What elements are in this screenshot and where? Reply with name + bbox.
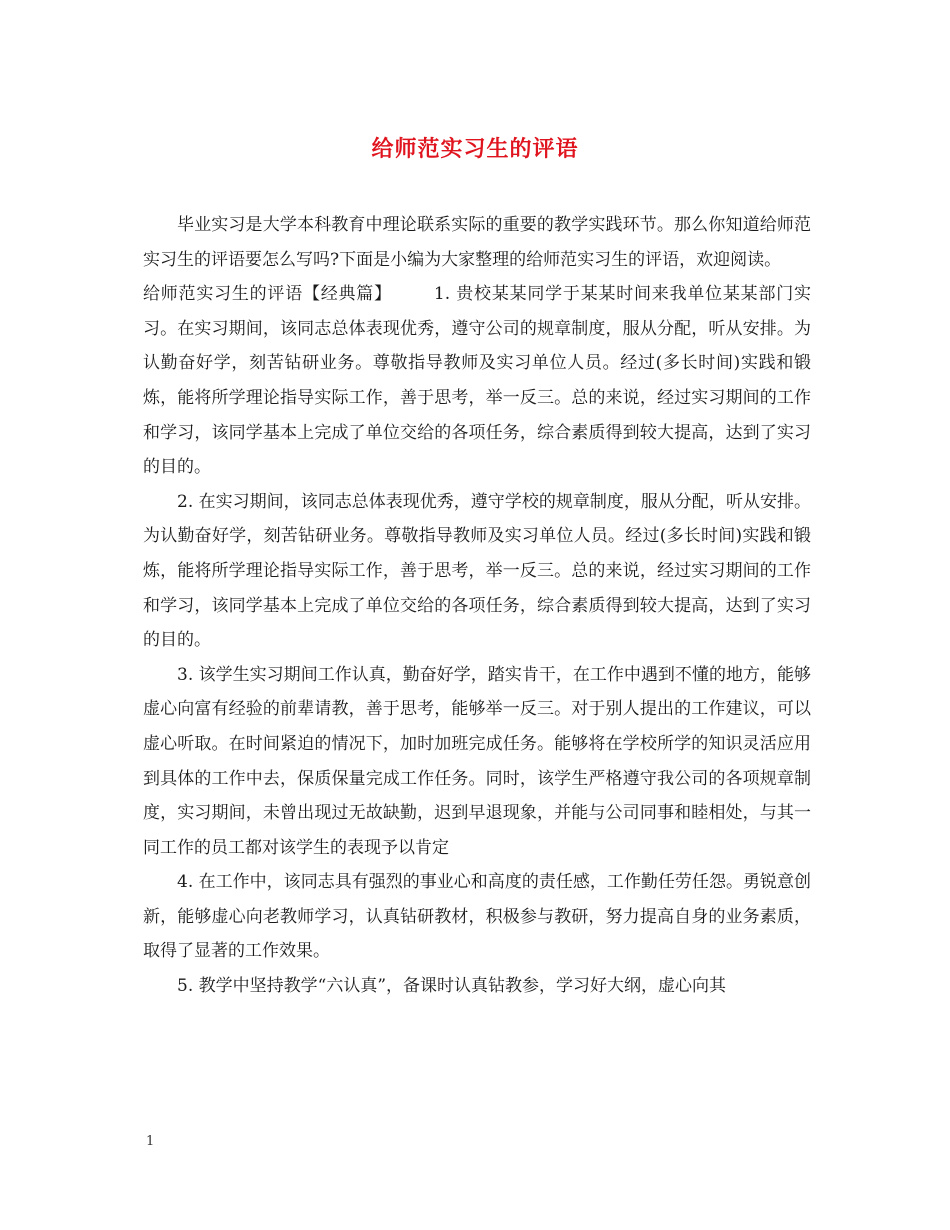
intro-paragraph: 毕业实习是大学本科教育中理论联系实际的重要的教学实践环节。那么你知道给师范实习生的评语要怎么写吗?下面是小编为大家整理的给师范实习生的评语，欢迎阅读。 — [143, 215, 811, 270]
paragraph-1: 1. 贵校某某同学于某某时间来我单位某某部门实习。在实习期间，该同志总体表现优秀，遵守公司的规章制度，服从分配，听从安排。为认勤奋好学，刻苦钻研业务。尊敬指导教师及实习单位人员。经过(多长时间)实践和锻炼，能将所学理论指导实际工作，善于思考，举一反三。总的来说，经过实习期间的工作和学习，该同学基本上完成了单位交给的各项任务，综合素质得到较大提高，达到了实习的目的。 — [143, 284, 812, 478]
document-body — [143, 208, 811, 1004]
paragraph-4: 4. 在工作中，该同志具有强烈的事业心和高度的责任感，工作勤任劳任怨。勇锐意创新，能够虚心向老教师学习，认真钻研教材，积极参与教研，努力提高自身的业务素质，取得了显著的工作效果。 — [143, 872, 811, 962]
document-title: 给师范实习生的评语 — [371, 136, 579, 162]
paragraph-3: 3. 该学生实习期间工作认真，勤奋好学，踏实肯干，在工作中遇到不懂的地方，能够虚心向富有经验的前辈请教，善于思考，能够举一反三。对于别人提出的工作建议，可以虚心听取。在时间紧迫的情况下，加时加班完成任务。能够将在学校所学的知识灵活应用到具体的工作中去，保质保量完成工作任务。同时，该学生严格遵守我公司的各项规章制度，实习期间，未曾出现过无故缺勤，迟到早退现象，并能与公司同事和睦相处，与其一同工作的员工都对该学生的表现予以肯定 — [143, 664, 811, 858]
paragraph-2: 2. 在实习期间，该同志总体表现优秀，遵守学校的规章制度，服从分配，听从安排。为认勤奋好学，刻苦钻研业务。尊敬指导教师及实习单位人员。经过(多长时间)实践和锻炼，能将所学理论指导实际工作，善于思考，举一反三。总的来说，经过实习期间的工作和学习，该同学基本上完成了单位交给的各项任务，综合素质得到较大提高，达到了实习的目的。 — [143, 491, 811, 651]
section-paragraph — [143, 277, 811, 485]
section-heading: 给师范实习生的评语【经典篇】 — [143, 284, 392, 305]
page-number: 1 — [146, 1134, 155, 1149]
paragraph-5: 5. 教学中坚持教学“六认真”，备课时认真钻教参，学习好大纲，虚心向其 — [177, 976, 727, 997]
